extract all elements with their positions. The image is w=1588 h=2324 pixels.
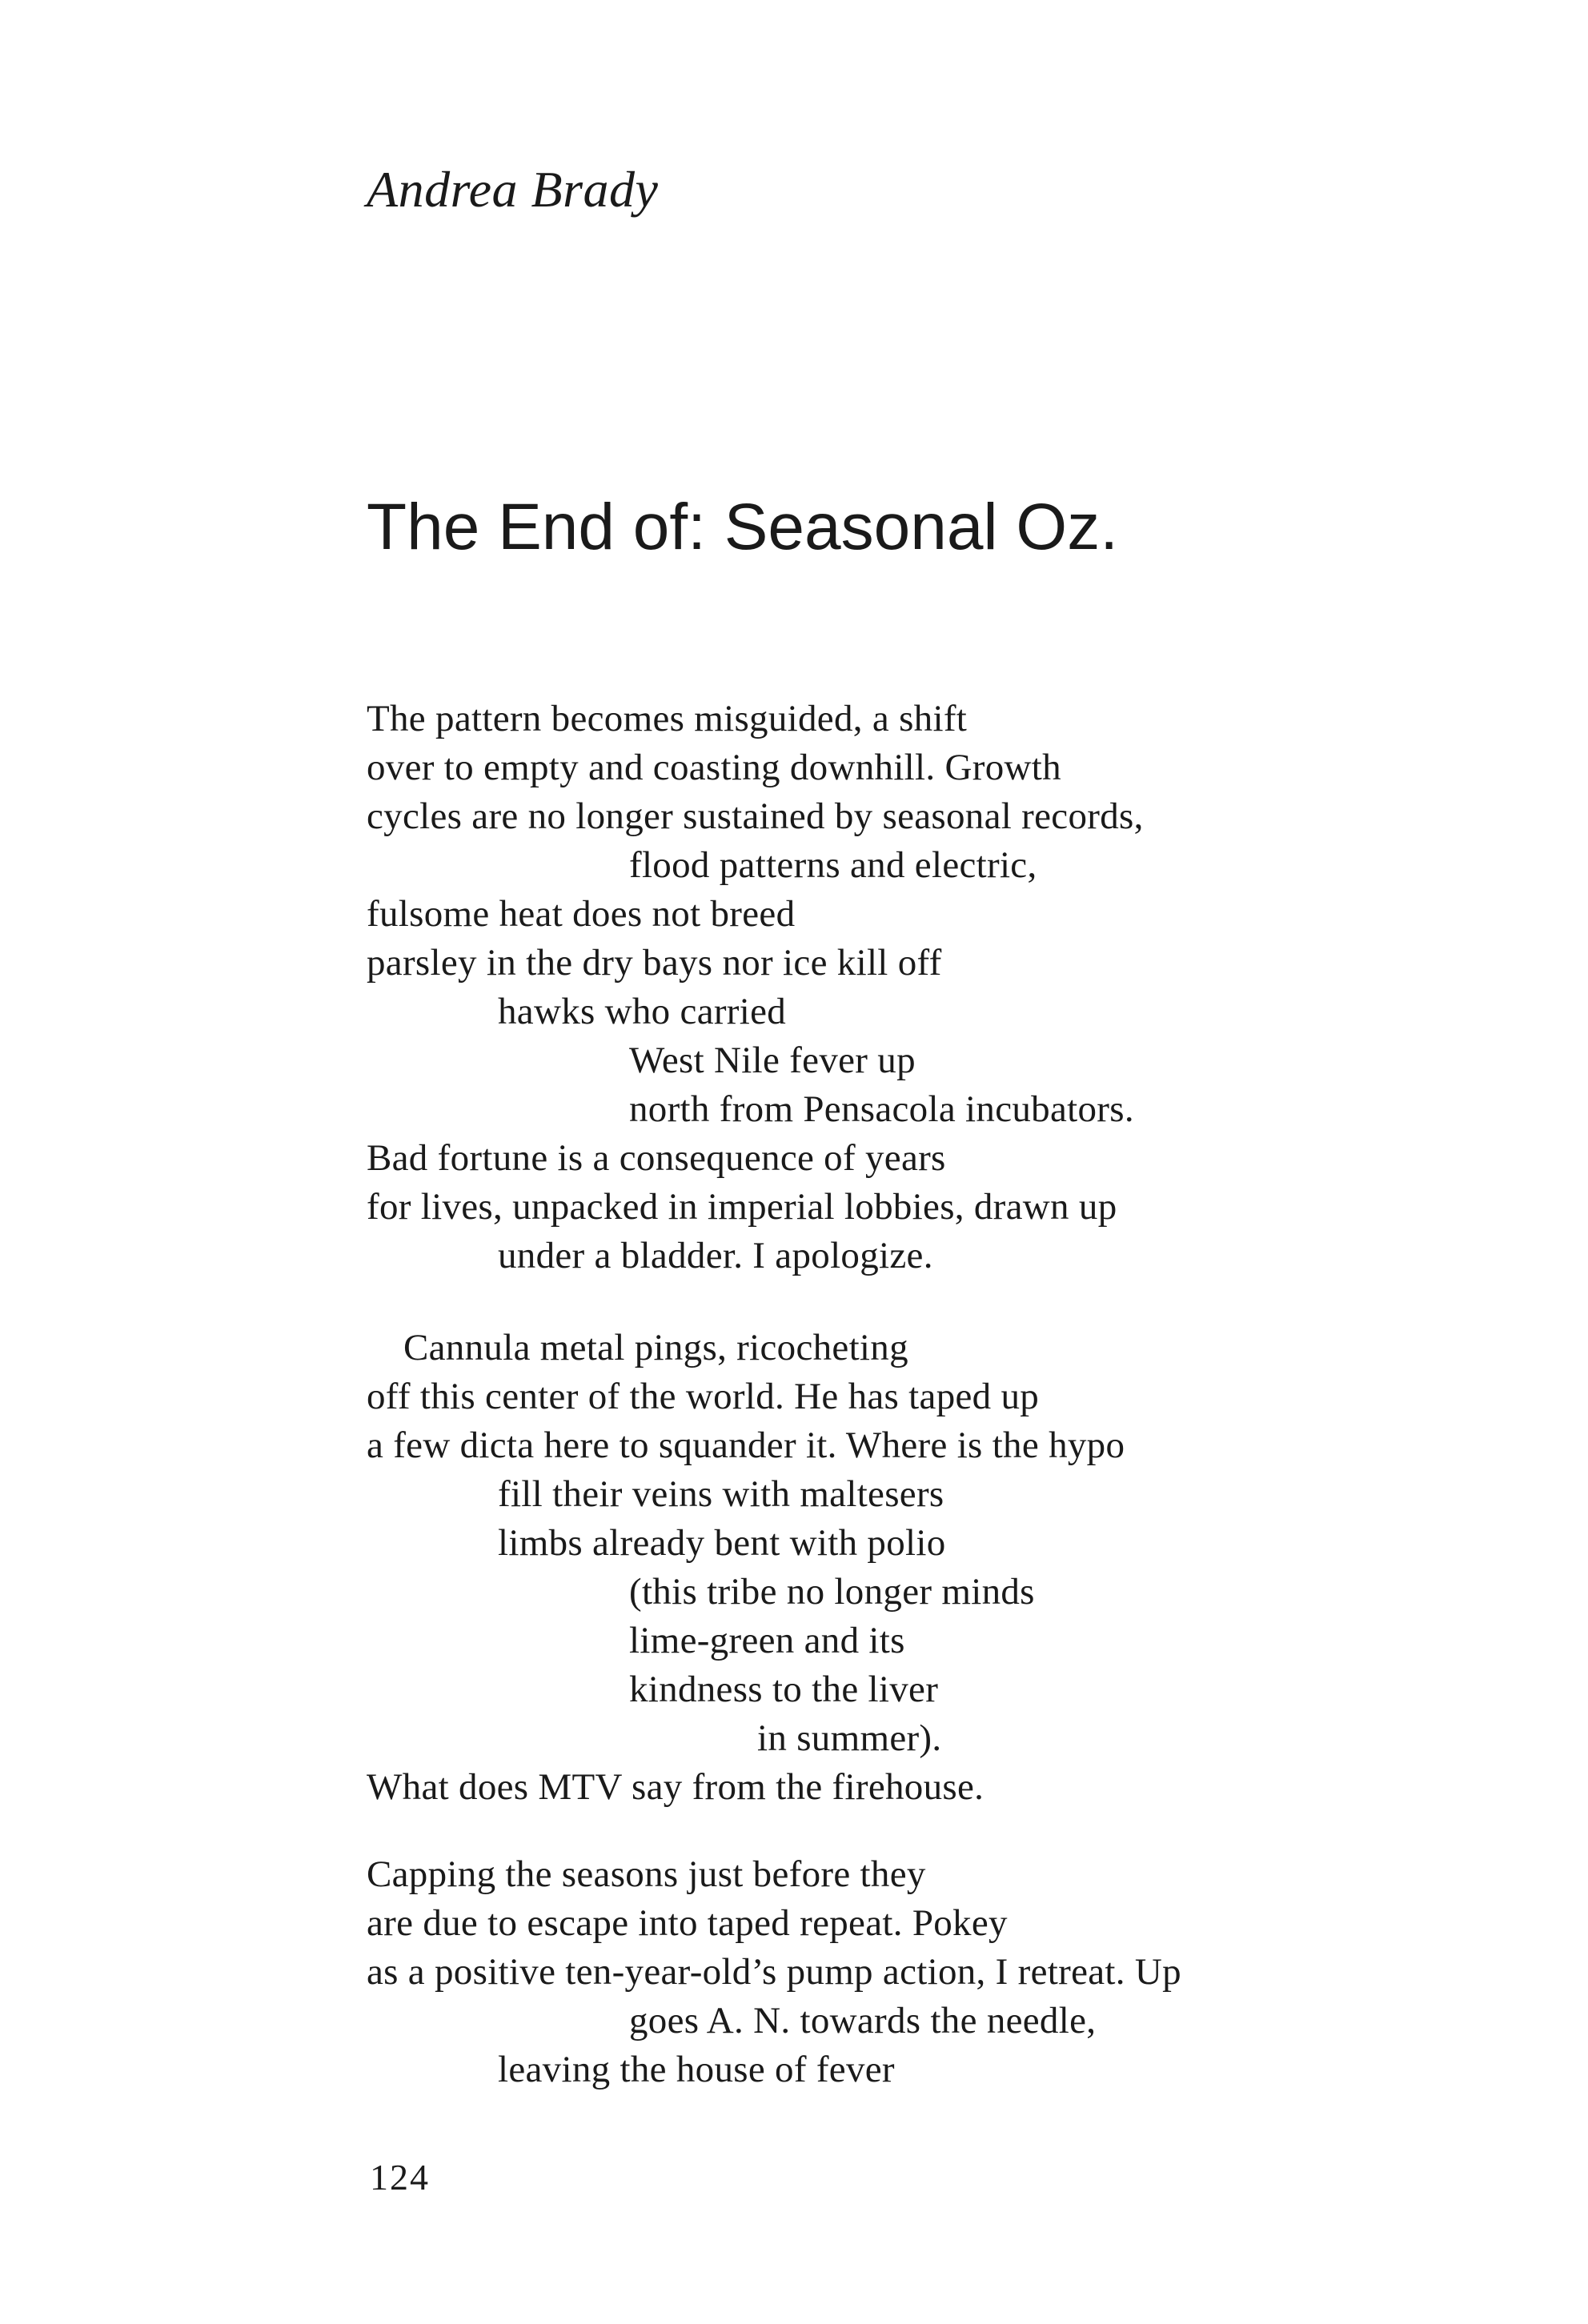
- poem-title: The End of: Seasonal Oz.: [367, 491, 1118, 563]
- poem-line: fulsome heat does not breed: [367, 893, 796, 935]
- poem-line: are due to escape into taped repeat. Pokey: [367, 1902, 1008, 1944]
- poem-line: as a positive ten-year-old’s pump action, I retreat. Up: [367, 1951, 1181, 1993]
- poem-line: for lives, unpacked in imperial lobbies, drawn up: [367, 1186, 1117, 1228]
- page-number: 124: [370, 2157, 430, 2198]
- poem-line: What does MTV say from the firehouse.: [367, 1766, 984, 1808]
- poem-line: under a bladder. I apologize.: [498, 1235, 933, 1276]
- poem-line: Capping the seasons just before they: [367, 1853, 926, 1895]
- poem-line: over to empty and coasting downhill. Growth: [367, 747, 1061, 788]
- poem-line: lime-green and its: [629, 1620, 905, 1661]
- poem-line: off this center of the world. He has taped up: [367, 1376, 1040, 1417]
- poem-line: north from Pensacola incubators.: [629, 1088, 1134, 1130]
- author-name: Andrea Brady: [367, 161, 659, 218]
- poem-line: The pattern becomes misguided, a shift: [367, 698, 968, 739]
- poem-line: Cannula metal pings, ricocheting: [403, 1327, 908, 1368]
- poem-line: limbs already bent with polio: [498, 1522, 946, 1564]
- poem-line: cycles are no longer sustained by seasonal records,: [367, 795, 1144, 837]
- poem-line: in summer).: [757, 1717, 942, 1759]
- poem-line: West Nile fever up: [629, 1040, 916, 1081]
- poem-line: leaving the house of fever: [498, 2049, 895, 2090]
- poem-line: Bad fortune is a consequence of years: [367, 1137, 946, 1179]
- poem-line: hawks who carried: [498, 991, 787, 1032]
- poem-line: (this tribe no longer minds: [629, 1571, 1035, 1613]
- poem-line: a few dicta here to squander it. Where is the hypo: [367, 1424, 1125, 1466]
- poem-line: parsley in the dry bays nor ice kill off: [367, 942, 942, 984]
- poem-line: kindness to the liver: [629, 1669, 939, 1710]
- poem-line: goes A. N. towards the needle,: [629, 2000, 1097, 2042]
- poem-line: fill their veins with maltesers: [498, 1473, 944, 1515]
- poem-line: flood patterns and electric,: [629, 844, 1037, 886]
